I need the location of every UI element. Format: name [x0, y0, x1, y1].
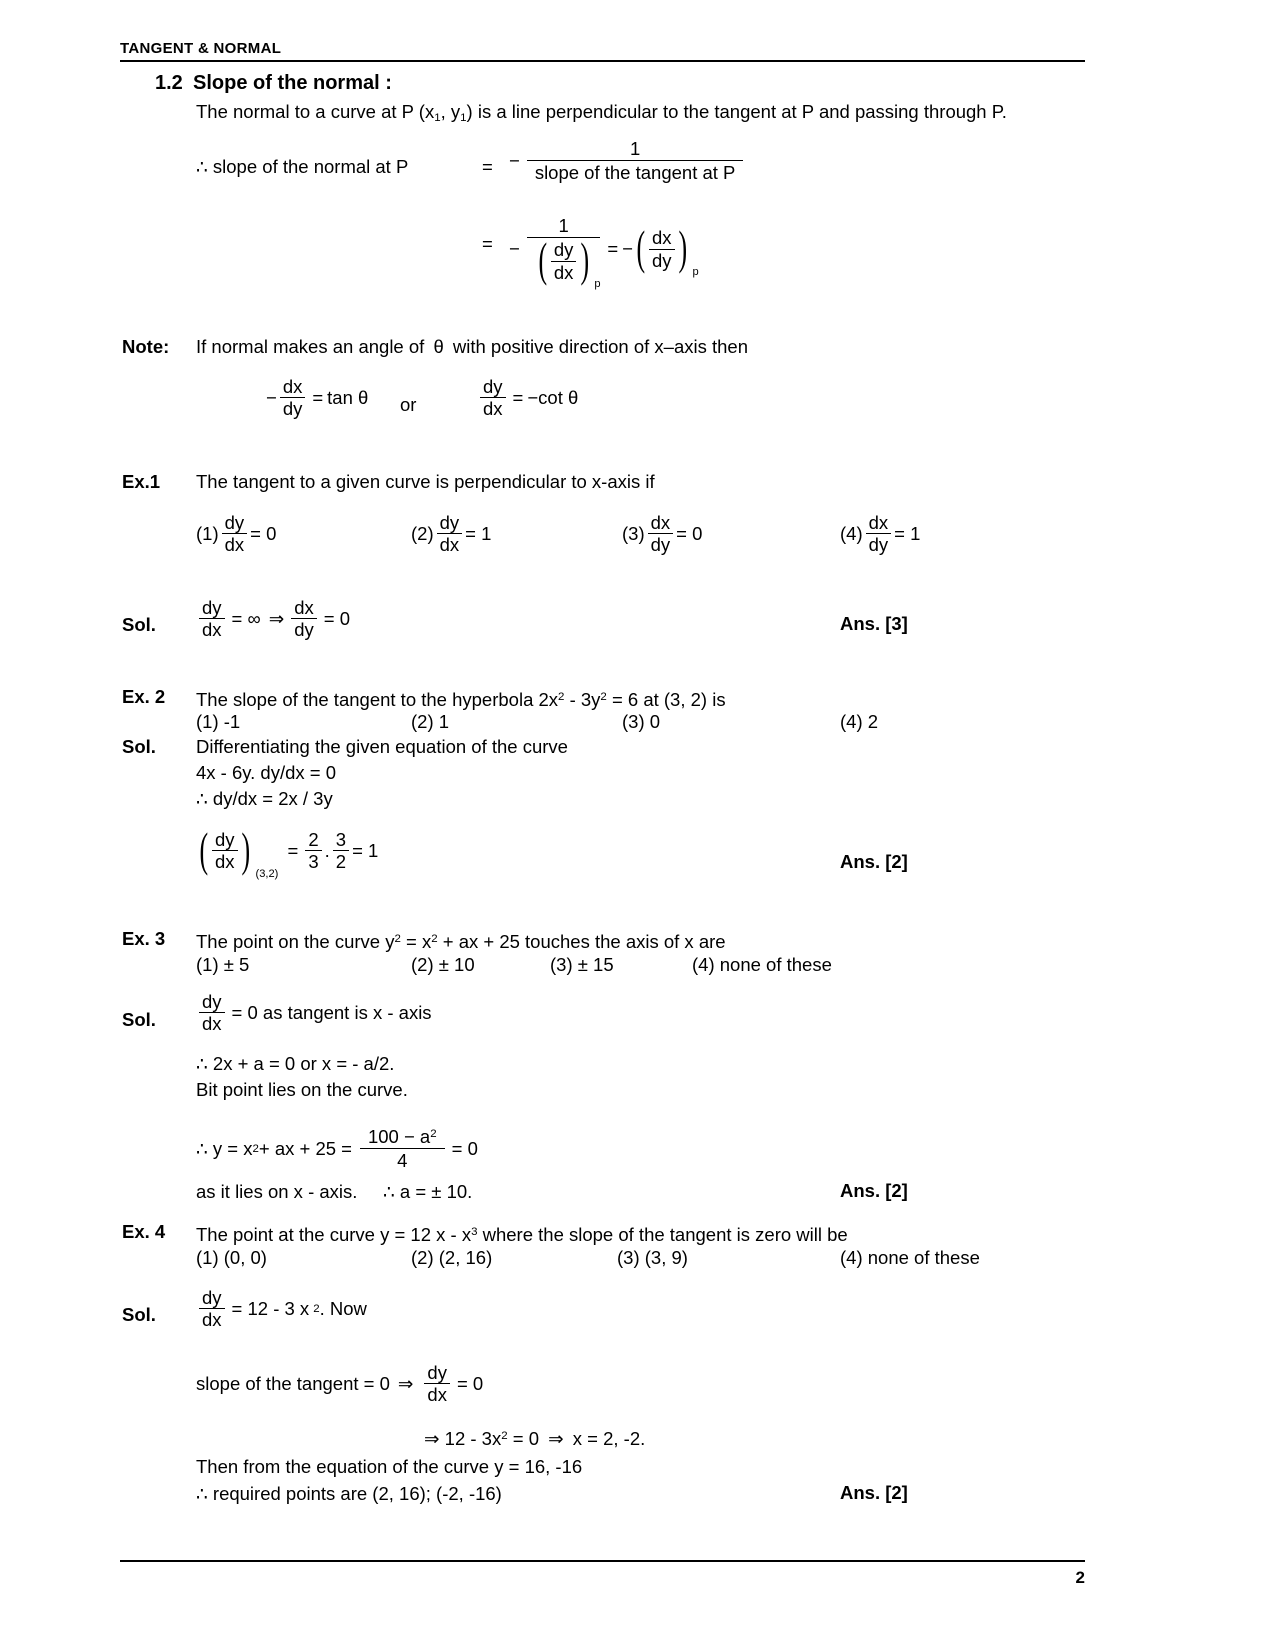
ex1-solution-line: [196, 598, 354, 640]
ex1-option-1-tag: (1): [196, 522, 219, 544]
ex2-option-3-text: 0: [649, 711, 661, 732]
ex2-option-2-tag: (2): [411, 711, 434, 732]
ex4-option-4-tag: (4): [840, 1247, 863, 1268]
ex2-option-2[interactable]: [411, 710, 449, 734]
intro-sub-1: 1: [434, 112, 441, 125]
ex1-option-4-tag: (4): [840, 522, 863, 544]
ex3-question-sup-2: 2: [431, 933, 438, 945]
eq2-denominator: [527, 238, 601, 290]
ex3-sol-den-1: dx: [202, 1013, 222, 1035]
ex2-sol-frac-2: [333, 830, 349, 872]
ex4-sol-eq1-rhs-a: = 12 - 3 x: [231, 1297, 310, 1319]
ex3-sol-fraction-1: [199, 992, 225, 1034]
eq2-den-num: ( dy: [551, 240, 577, 261]
ex3-option-3[interactable]: [550, 953, 614, 977]
ex2-question-c: = 6 at (3, 2) is: [606, 688, 726, 710]
ex1-option-1[interactable]: [196, 513, 276, 555]
section-number: 1.2: [155, 72, 183, 94]
ex4-sol-eq3-b: = 0: [507, 1427, 539, 1449]
ex3-option-1-text: ± 5: [223, 954, 250, 975]
ex1-option-3-num: dx: [648, 513, 674, 534]
note-eql-equals: =: [312, 386, 324, 408]
ex3-sol-eq2-lhs-sup: 2: [252, 1142, 259, 1155]
ex2-option-2-text: 1: [438, 711, 450, 732]
ex1-sol-num-2: dx: [291, 598, 317, 619]
note-label: Note:: [122, 336, 170, 357]
page-number: 2: [1075, 1568, 1085, 1587]
ex2-question-b: - 3y: [564, 688, 601, 710]
ex1-option-3-rhs: = 0: [676, 522, 703, 544]
ex1-sol-eq-1: = ∞: [231, 607, 261, 629]
ex4-option-2[interactable]: [411, 1246, 492, 1270]
ex4-option-4[interactable]: [840, 1246, 980, 1270]
ex4-sol-equation-2: [196, 1363, 487, 1405]
ex1-question: The tangent to a given curve is perpendicular to x-axis if: [196, 471, 655, 492]
ex2-option-4[interactable]: [840, 710, 878, 734]
ex3-sol-final: as it lies on x - axis.: [196, 1181, 358, 1202]
ex1-sol-num-1: dy: [199, 598, 225, 619]
ex1-option-2-rhs: = 1: [465, 522, 492, 544]
ex4-sol-num-1: dy: [199, 1288, 225, 1309]
ex1-option-2[interactable]: [411, 513, 491, 555]
ex1-option-4-rhs: = 1: [894, 522, 921, 544]
ex1-sol-eq-2: = 0: [323, 607, 350, 629]
ex3-sol-eq2-lhs-b: + ax + 25 =: [258, 1137, 352, 1159]
ex1-option-1-fraction: [222, 513, 248, 555]
note-eqr-equals: =: [512, 386, 524, 408]
ex3-option-2-text: ± 10: [438, 954, 475, 975]
ex2-sol-line-2: 4x - 6y. dy/dx = 0: [196, 762, 337, 783]
ex2-sol-equals: =: [287, 839, 299, 861]
eq1-fraction: [527, 139, 744, 183]
ex2-solution-equation: [196, 829, 379, 880]
ex4-sol-eq2-lhs: slope of the tangent = 0: [196, 1372, 390, 1394]
ex3-question-b: = x: [400, 930, 432, 952]
ex3-label: Ex. 3: [122, 928, 166, 949]
eq1-denominator: slope of the tangent at P: [534, 162, 736, 184]
ex2-sol-f2-den: 2: [335, 851, 347, 873]
note-eql-den: dy: [282, 398, 303, 420]
ex2-question: [196, 685, 726, 712]
ex2-sol-result: = 1: [352, 839, 379, 861]
eq2-numerator: 1: [527, 216, 601, 238]
ex1-sol-den-2: dy: [294, 619, 314, 641]
ex3-sol-eq2-numerator: [360, 1127, 445, 1149]
eq2-outer-fraction: [527, 215, 601, 290]
note-eql-rhs: tan θ: [327, 386, 369, 408]
intro-part-a: The normal to a curve at P (x: [196, 101, 435, 122]
ex4-sol-eq2-implies: ⇒: [397, 1372, 414, 1394]
note-theta: θ: [433, 336, 444, 357]
ex2-sol-paren-subscript: (3,2): [255, 867, 279, 880]
ex2-option-4-text: 2: [867, 711, 879, 732]
ex4-label: Ex. 4: [122, 1221, 166, 1242]
ex2-option-1-tag: (1): [196, 711, 219, 732]
ex2-sol-frac-1: [305, 830, 321, 872]
note-equation-left: [266, 377, 368, 419]
ex2-sol-line-1: Differentiating the given equation of the curve: [196, 736, 568, 757]
section-intro: [196, 100, 1007, 130]
ex2-option-4-tag: (4): [840, 711, 863, 732]
eq2-den-den: dx: [553, 261, 574, 283]
eq2-den-paren: [535, 239, 601, 290]
ex2-label: Ex. 2: [122, 686, 166, 707]
ex3-sol-eq2-num-sup: 2: [430, 1128, 437, 1141]
note-eql-fraction: [280, 377, 306, 419]
section-title: Slope of the normal :: [193, 72, 392, 94]
ex2-option-3[interactable]: [622, 710, 660, 734]
ex4-sol-eq2-den: dx: [427, 1384, 447, 1406]
eq2-den-fraction: [551, 240, 577, 282]
eq1-numerator: 1: [527, 139, 744, 161]
header-rule: [120, 60, 1085, 62]
ex4-sol-eq3-sup: 2: [501, 1430, 508, 1442]
eq2-rhs-num: ( dx: [649, 228, 675, 249]
ex2-question-sup-2: 2: [600, 691, 607, 703]
ex1-option-2-den: dx: [439, 534, 460, 556]
ex4-sol-equation-1: [196, 1288, 367, 1330]
ex4-option-2-tag: (2): [411, 1247, 434, 1268]
footer-rule: [120, 1560, 1085, 1562]
ex1-option-3-tag: (3): [622, 522, 645, 544]
ex2-sol-fraction: [212, 830, 238, 872]
eq2-rhs-subscript: p: [692, 266, 699, 279]
eq2-equals-2: =: [607, 238, 619, 260]
ex4-sol-line-2: ∴ required points are (2, 16); (-2, -16): [196, 1483, 502, 1504]
ex3-option-3-tag: (3): [550, 954, 573, 975]
note-eqr-den: dx: [483, 398, 503, 420]
ex4-sol-eq3-implies-2: ⇒: [548, 1427, 564, 1449]
ex3-question: [196, 927, 726, 954]
ex1-option-2-tag: (2): [411, 522, 434, 544]
intro-part-b: , y: [440, 101, 461, 122]
ex2-sol-paren: [196, 829, 279, 880]
ex4-option-4-text: none of these: [867, 1247, 980, 1268]
ex2-option-1[interactable]: [196, 710, 240, 734]
ex2-sol-f2-num: 3: [333, 830, 349, 851]
ex1-sol-fraction-2: [291, 598, 317, 640]
ex3-sol-eq2-num-a: 100 − a: [367, 1126, 431, 1147]
ex4-option-3-tag: (3): [617, 1247, 640, 1268]
ex1-label: Ex.1: [122, 471, 161, 492]
ex3-option-4-text: none of these: [719, 954, 832, 975]
eq2-rhs-den: dy: [651, 249, 672, 271]
ex4-sol-equation-3: [424, 1424, 645, 1451]
note-eqr-minus: −: [527, 386, 539, 408]
ex3-option-2-tag: (2): [411, 954, 434, 975]
ex4-option-1-tag: (1): [196, 1247, 219, 1268]
note-eql-num: dx: [280, 377, 306, 398]
intro-part-c: ) is a line perpendicular to the tangent at P and passing through P.: [466, 101, 1007, 122]
eq2-expression: [505, 215, 699, 290]
ex3-question-c: + ax + 25 touches the axis of x are: [437, 930, 726, 952]
ex4-option-3[interactable]: [617, 1246, 688, 1270]
ex2-sol-den: dx: [215, 851, 235, 873]
ex1-sol-den-1: dx: [202, 619, 222, 641]
ex3-sol-final-2: ∴ a = ± 10.: [383, 1181, 473, 1202]
ex1-option-3[interactable]: [622, 513, 702, 555]
ex4-sol-eq2-rhs: = 0: [456, 1372, 484, 1394]
ex4-sol-label: Sol.: [122, 1304, 156, 1325]
ex4-question-a: The point at the curve y = 12 x - x: [196, 1223, 472, 1245]
ex4-sol-eq1-rhs-sup: 2: [313, 1302, 320, 1315]
intro-sub-2: 1: [460, 112, 467, 125]
page-header: [120, 40, 1085, 62]
eq2-rhs-paren: [633, 227, 699, 279]
ex1-option-3-den: dy: [650, 534, 671, 556]
ex1-option-4[interactable]: [840, 513, 920, 555]
ex1-option-4-den: dy: [868, 534, 889, 556]
ex3-option-2[interactable]: [411, 953, 475, 977]
ex1-answer: Ans. [3]: [840, 613, 908, 634]
ex1-sol-fraction-1: [199, 598, 225, 640]
ex2-question-sup-1: 2: [558, 691, 565, 703]
ex2-option-1-text: -1: [223, 711, 241, 732]
ex4-sol-eq2-num: dy: [424, 1363, 450, 1384]
ex4-sol-eq3-implies: ⇒: [424, 1427, 440, 1449]
ex1-option-3-fraction: [648, 513, 674, 555]
ex2-question-a: The slope of the tangent to the hyperbola 2x: [196, 688, 559, 710]
ex2-answer: Ans. [2]: [840, 851, 908, 872]
eq1-lhs: ∴ slope of the normal at P: [196, 156, 409, 177]
ex2-sol-dot: .: [324, 839, 330, 861]
note-eqr-fraction: [480, 377, 506, 419]
ex1-option-1-rhs: = 0: [250, 522, 277, 544]
ex3-sol-eq2-denominator: 4: [397, 1150, 408, 1172]
note-eql-minus: −: [266, 386, 277, 408]
ex4-sol-fraction-1: [199, 1288, 225, 1330]
ex3-question-sup-1: 2: [394, 933, 401, 945]
ex3-question-a: The point on the curve y: [196, 930, 395, 952]
eq1-minus: −: [509, 149, 520, 171]
ex2-sol-f1-num: 2: [305, 830, 321, 851]
ex3-answer: Ans. [2]: [840, 1180, 908, 1201]
ex2-option-3-tag: (3): [622, 711, 645, 732]
ex2-sol-f1-den: 3: [308, 851, 319, 873]
note-equation-right: [477, 377, 578, 419]
ex1-option-4-fraction: [866, 513, 892, 555]
note-eqr-rhs: cot θ: [538, 386, 579, 408]
ex3-sol-eq2-rhs: = 0: [451, 1137, 478, 1159]
eq2-minus-2: −: [622, 238, 633, 260]
ex4-option-3-text: (3, 9): [644, 1247, 688, 1268]
header-title: TANGENT & NORMAL: [120, 40, 282, 57]
ex4-option-1-text: (0, 0): [223, 1247, 267, 1268]
note-text-before: If normal makes an angle of: [196, 336, 425, 357]
ex2-sol-num: ( dy: [212, 830, 238, 851]
ex4-sol-eq3-c: x = 2, -2.: [572, 1427, 646, 1449]
ex4-sol-line-1: Then from the equation of the curve y = 16, -16: [196, 1456, 583, 1477]
ex1-option-1-num: dy: [222, 513, 248, 534]
ex3-sol-eq2-fraction: [360, 1127, 445, 1171]
ex4-answer: Ans. [2]: [840, 1482, 908, 1503]
note-text: [196, 335, 748, 359]
ex3-sol-label: Sol.: [122, 1009, 156, 1030]
ex4-question: [196, 1220, 848, 1247]
ex2-sol-label: Sol.: [122, 736, 156, 757]
ex3-option-1[interactable]: [196, 953, 249, 977]
ex1-option-2-fraction: [437, 513, 463, 555]
ex4-question-sup-1: 3: [471, 1226, 478, 1238]
ex3-sol-equation-1: [196, 992, 436, 1034]
ex3-sol-line-2: Bit point lies on the curve.: [196, 1079, 408, 1100]
ex3-sol-num-1: dy: [199, 992, 225, 1013]
note-or: or: [400, 394, 417, 415]
ex3-sol-equation-2: [196, 1127, 482, 1171]
ex4-sol-den-1: dx: [202, 1309, 222, 1331]
ex1-option-4-num: dx: [866, 513, 892, 534]
ex3-sol-line-1: ∴ 2x + a = 0 or x = - a/2.: [196, 1053, 395, 1074]
ex3-option-4-tag: (4): [692, 954, 715, 975]
ex2-sol-line-3: ∴ dy/dx = 2x / 3y: [196, 788, 333, 809]
eq2-minus-1: −: [509, 238, 520, 260]
eq1-expression: [505, 139, 746, 183]
ex1-option-2-num: dy: [437, 513, 463, 534]
ex4-question-b: where the slope of the tangent is zero will be: [477, 1223, 848, 1245]
ex4-sol-eq1-rhs-b: . Now: [319, 1297, 367, 1319]
ex1-option-1-den: dx: [224, 534, 245, 556]
note-text-after: with positive direction of x–axis then: [452, 336, 748, 357]
eq2-den-subscript: p: [594, 277, 601, 290]
eq2-equals: =: [482, 233, 493, 254]
ex3-option-1-tag: (1): [196, 954, 219, 975]
ex3-sol-rhs-1: = 0 as tangent is x - axis: [231, 1001, 432, 1023]
ex3-sol-eq2-lhs-a: ∴ y = x: [196, 1137, 253, 1159]
ex4-sol-eq3-a: 12 - 3x: [444, 1427, 502, 1449]
eq2-rhs-fraction: [649, 228, 675, 270]
ex4-sol-eq2-fraction: [424, 1363, 450, 1405]
ex1-sol-label: Sol.: [122, 614, 156, 635]
ex1-sol-implies: ⇒: [268, 607, 285, 629]
ex4-option-1[interactable]: [196, 1246, 267, 1270]
ex3-option-3-text: ± 15: [577, 954, 614, 975]
note-eqr-num: dy: [480, 377, 506, 398]
eq1-equals: =: [482, 156, 493, 177]
ex4-option-2-text: (2, 16): [438, 1247, 493, 1268]
ex3-option-4[interactable]: [692, 953, 832, 977]
